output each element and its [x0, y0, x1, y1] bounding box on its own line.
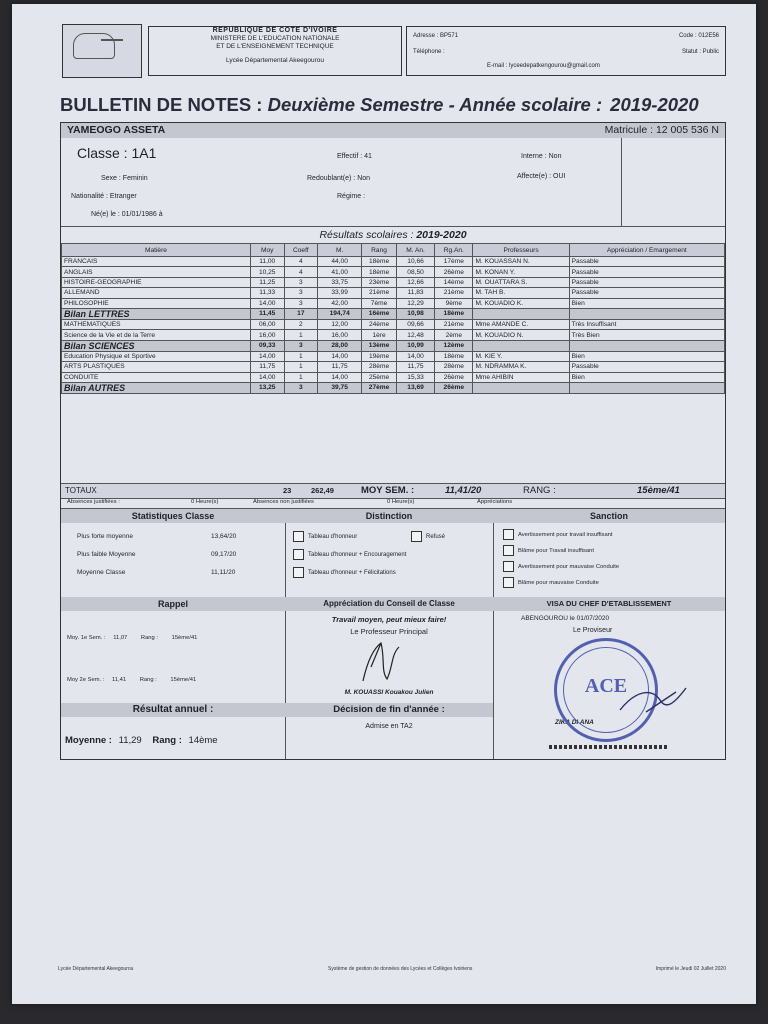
- grades-header-8: Appréciation / Emargement: [569, 244, 724, 257]
- visa-place-date: ABENGOUROU le 01/07/2020: [521, 615, 610, 622]
- grade-cell: Mme AMANDE C.: [473, 319, 569, 329]
- sanction-checkbox[interactable]: [503, 577, 514, 588]
- grade-cell: 21ème: [435, 288, 473, 298]
- grade-cell: 21ème: [362, 288, 397, 298]
- annuel-rang-label: Rang :: [152, 735, 182, 746]
- grade-cell: 06,00: [250, 319, 284, 329]
- sanction-item-label: Avertissement pour travail insuffisant: [518, 532, 613, 539]
- rappel-s2-label: Moy 2e Sem. :: [67, 677, 105, 683]
- grade-cell: Passable: [569, 362, 724, 372]
- totaux-label: TOTAUX: [65, 486, 97, 495]
- grades-table: [61, 243, 725, 394]
- grade-cell: 17ème: [435, 257, 473, 267]
- subject-name-cell: Bilan AUTRES: [62, 382, 251, 393]
- grade-cell: M. KIE Y.: [473, 351, 569, 361]
- grade-cell: 3: [284, 382, 318, 393]
- grade-cell: 10,99: [396, 340, 434, 351]
- barcode-strip: [549, 745, 669, 749]
- phone-text: Téléphone :: [413, 49, 445, 55]
- grade-cell: 44,00: [318, 257, 362, 267]
- rappel-title: Rappel: [61, 597, 285, 611]
- grade-cell: 19ème: [362, 351, 397, 361]
- results-title: [61, 226, 725, 244]
- visa-name: ZIKA DI ANA: [555, 719, 594, 726]
- subject-name-cell: FRANCAIS: [62, 257, 251, 267]
- rappel-s1: [67, 635, 197, 641]
- grade-cell: M. TAH B.: [473, 288, 569, 298]
- teacher-signature: [343, 637, 443, 685]
- rappel-s2-rang-label: Rang :: [139, 677, 157, 683]
- principal-signature: [616, 680, 696, 720]
- grade-cell: 4: [284, 267, 318, 277]
- grade-cell: 11,33: [250, 288, 284, 298]
- totaux-total: 262,49: [311, 486, 334, 495]
- grade-cell: 1: [284, 351, 318, 361]
- grade-cell: [569, 382, 724, 393]
- grade-cell: 14,00: [396, 351, 434, 361]
- grade-cell: 25ème: [362, 372, 397, 382]
- student-effectif: Effectif : 41: [337, 153, 372, 160]
- grade-cell: 11,00: [250, 257, 284, 267]
- annuel-box: [61, 703, 286, 759]
- stamp-center-text: ACE: [584, 675, 628, 697]
- sanction-item-label: Blâme pour mauvaise Conduite: [518, 580, 599, 587]
- grade-cell: 2ème: [435, 330, 473, 340]
- sanction-item-label: Blâme pour Travail insuffisant: [518, 548, 594, 555]
- republic-text: REPUBLIQUE DE COTE D'IVOIRE: [212, 27, 338, 34]
- rappel-s1-label: Moy. 1e Sem. :: [67, 635, 106, 641]
- checkbox-felicitations[interactable]: [293, 567, 304, 578]
- stats-value: 11,11/20: [211, 569, 236, 576]
- sanction-item-label: Avertissement pour mauvaise Conduite: [518, 564, 620, 571]
- grade-cell: 14,00: [250, 298, 284, 308]
- grade-cell: 39,75: [318, 382, 362, 393]
- subject-name-cell: Bilan LETTRES: [62, 308, 251, 319]
- grade-cell: Très Bien: [569, 330, 724, 340]
- rappel-s1-moy: 11,07: [113, 635, 128, 641]
- conseil-box: [285, 597, 494, 704]
- ministry-line-2: ET DE L'ENSEIGNEMENT TECHNIQUE: [216, 43, 334, 50]
- grade-cell: 9ème: [435, 298, 473, 308]
- decision-box: [285, 703, 494, 759]
- absences-justifiees-value: 0 Heure(s): [191, 499, 219, 505]
- grade-cell: Bien: [569, 351, 724, 361]
- grade-cell: 3: [284, 277, 318, 287]
- grade-cell: 18ème: [362, 257, 397, 267]
- grade-cell: [473, 340, 569, 351]
- grade-cell: 3: [284, 298, 318, 308]
- sanction-title: Sanction: [493, 509, 725, 523]
- subject-name-cell: MATHEMATIQUES: [62, 319, 251, 329]
- rappel-s1-rang-label: Rang :: [140, 635, 158, 641]
- subject-row: [62, 277, 725, 287]
- grade-cell: 12,48: [396, 330, 434, 340]
- email-text: E-mail : lyceedepatkengourou@gmail.com: [487, 63, 600, 69]
- sanction-item: [503, 545, 594, 556]
- footer-left: Lycée Départemental Akeegourou: [58, 966, 134, 972]
- grade-cell: 1: [284, 372, 318, 382]
- distinction-item-refuse: Refusé: [426, 534, 446, 541]
- subject-row: [62, 362, 725, 372]
- grade-cell: 14,00: [250, 372, 284, 382]
- grade-cell: 7ème: [362, 298, 397, 308]
- grade-cell: 1ère: [362, 330, 397, 340]
- rang-label: RANG :: [523, 485, 556, 496]
- grade-cell: Bien: [569, 298, 724, 308]
- annuel-moy: 11,29: [118, 735, 142, 746]
- sanction-item: [503, 577, 599, 588]
- checkbox-encouragement[interactable]: [293, 549, 304, 560]
- absences-non-justifiees-label: Absences non justifiées: [253, 499, 314, 505]
- grade-cell: 3: [284, 340, 318, 351]
- grade-cell: 33,99: [318, 288, 362, 298]
- contact-box: [406, 26, 726, 76]
- grade-cell: [473, 382, 569, 393]
- grades-header-0: Matière: [62, 244, 251, 257]
- grade-cell: Mme AHIBIN: [473, 372, 569, 382]
- school-name: Lycée Départemental Akeegourou: [225, 57, 325, 64]
- grade-cell: 13,69: [396, 382, 434, 393]
- grade-cell: 12ème: [435, 340, 473, 351]
- subject-row: [62, 372, 725, 382]
- title-main: BULLETIN DE NOTES :: [60, 94, 268, 115]
- grade-cell: 18ème: [435, 308, 473, 319]
- stats-box: [61, 509, 286, 598]
- subject-row: [62, 330, 725, 340]
- institution-box: [148, 26, 402, 76]
- rappel-s1-rang: 15ème/41: [171, 635, 198, 641]
- distinction-item-encouragement: Tableau d'honneur + Encouragement: [308, 552, 407, 559]
- annuel-title: Résultat annuel :: [61, 703, 285, 717]
- results-title-label: Résultats scolaires :: [319, 229, 417, 241]
- grade-cell: 11,25: [250, 277, 284, 287]
- visa-role: Le Proviseur: [573, 627, 613, 634]
- grade-cell: M. KOUADIO N.: [473, 330, 569, 340]
- grade-cell: [473, 308, 569, 319]
- grade-cell: 11,83: [396, 288, 434, 298]
- grades-header-4: Rang: [362, 244, 397, 257]
- grade-cell: 09,66: [396, 319, 434, 329]
- grade-cell: 16,00: [250, 330, 284, 340]
- grade-cell: 21ème: [435, 319, 473, 329]
- bilan-row: [62, 340, 725, 351]
- checkbox-refuse[interactable]: [411, 531, 422, 542]
- grade-cell: Passable: [569, 267, 724, 277]
- student-regime: Régime :: [337, 193, 366, 200]
- conseil-title: Appréciation du Conseil de Classe: [285, 597, 493, 611]
- decision-text: Admise en TA2: [365, 723, 413, 730]
- subject-name-cell: ARTS PLASTIQUES: [62, 362, 251, 372]
- grade-cell: 17: [284, 308, 318, 319]
- distinction-item-felicitations: Tableau d'honneur + Félicitations: [308, 570, 396, 577]
- title-sub: Deuxième Semestre - Année scolaire :: [267, 94, 603, 115]
- code-text: Code : 012E56: [678, 33, 719, 39]
- grade-cell: Bien: [569, 372, 724, 382]
- grade-cell: 24ème: [362, 319, 397, 329]
- conseil-teacher: M. KOUASSI Kouakou Julien: [344, 689, 434, 696]
- stats-label: Plus faible Moyenne: [77, 551, 136, 558]
- student-matricule: Matricule : 12 005 536 N: [604, 124, 719, 136]
- grade-cell: 28ème: [362, 362, 397, 372]
- grade-cell: 10,25: [250, 267, 284, 277]
- report-card-paper: [12, 4, 756, 1004]
- grade-cell: 26ème: [435, 372, 473, 382]
- annuel-rang: 14ème: [188, 735, 218, 746]
- grade-cell: 11,75: [396, 362, 434, 372]
- student-redoublant: Redoublant(e) : Non: [307, 175, 371, 182]
- grades-header-2: Coeff: [284, 244, 318, 257]
- grade-cell: 13ème: [362, 340, 397, 351]
- rappel-s2-moy: 11,41: [112, 677, 127, 683]
- subject-row: [62, 267, 725, 277]
- grades-header-3: M.: [318, 244, 362, 257]
- grade-cell: 2: [284, 319, 318, 329]
- footer-right: Imprimé le Jeudi 02 Juillet 2020: [655, 966, 726, 972]
- address-text: Adresse : BP571: [413, 33, 459, 39]
- annuel-moy-label: Moyenne :: [65, 735, 112, 746]
- decision-title: Décision de fin d'année :: [285, 703, 493, 717]
- grade-cell: 14,00: [318, 351, 362, 361]
- subject-name-cell: ANGLAIS: [62, 267, 251, 277]
- grade-cell: 11,75: [318, 362, 362, 372]
- statut-text: Statut : Public: [681, 49, 719, 55]
- student-affecte: Affecte(e) : OUI: [517, 173, 566, 180]
- school-logo: [62, 24, 142, 78]
- grade-cell: 11,75: [250, 362, 284, 372]
- stats-label: Moyenne Classe: [77, 569, 126, 576]
- bilan-row: [62, 382, 725, 393]
- distinction-box: [285, 509, 494, 598]
- grade-cell: 15,33: [396, 372, 434, 382]
- grade-cell: 27ème: [362, 382, 397, 393]
- grade-cell: Passable: [569, 257, 724, 267]
- subject-row: [62, 319, 725, 329]
- grade-cell: 11,45: [250, 308, 284, 319]
- grade-cell: 4: [284, 257, 318, 267]
- student-classe: Classe : 1A1: [77, 145, 157, 161]
- grade-cell: Très Insuffisant: [569, 319, 724, 329]
- grade-cell: M. KONAN Y.: [473, 267, 569, 277]
- moy-sem-value: 11,41/20: [445, 485, 482, 496]
- annuel-values: [65, 735, 218, 746]
- grade-cell: 16ème: [362, 308, 397, 319]
- checkbox-tableau-honneur[interactable]: [293, 531, 304, 542]
- subject-name-cell: ALLEMAND: [62, 288, 251, 298]
- grade-cell: Passable: [569, 288, 724, 298]
- grade-cell: 18ème: [362, 267, 397, 277]
- subject-row: [62, 257, 725, 267]
- subject-row: [62, 288, 725, 298]
- sanction-box: [493, 509, 725, 598]
- moy-sem-label: MOY SEM. :: [361, 485, 415, 496]
- conseil-role: Le Professeur Principal: [350, 627, 428, 636]
- student-name: YAMEOGO ASSETA: [67, 124, 166, 136]
- grade-cell: 23ème: [362, 277, 397, 287]
- sanction-checkbox[interactable]: [503, 529, 514, 540]
- stats-value: 09,17/20: [211, 551, 237, 558]
- grade-cell: 12,66: [396, 277, 434, 287]
- sanction-item: [503, 561, 619, 572]
- grade-cell: M. KOUASSAN N.: [473, 257, 569, 267]
- subject-name-cell: Education Physique et Sportive: [62, 351, 251, 361]
- grade-cell: 3: [284, 288, 318, 298]
- absences-row: [61, 497, 725, 509]
- sanction-checkbox[interactable]: [503, 545, 514, 556]
- grades-header-7: Professeurs: [473, 244, 569, 257]
- sanction-checkbox[interactable]: [503, 561, 514, 572]
- grade-cell: 194,74: [318, 308, 362, 319]
- grade-cell: 16,00: [318, 330, 362, 340]
- title-year: 2019-2020: [610, 94, 699, 115]
- grade-cell: 12,00: [318, 319, 362, 329]
- grade-cell: 12,29: [396, 298, 434, 308]
- student-nationalite: Nationalité : Etranger: [71, 193, 137, 200]
- subject-name-cell: HISTOIRE-GEOGRAPHIE: [62, 277, 251, 287]
- grade-cell: 14,00: [318, 372, 362, 382]
- sanction-item: [503, 529, 613, 540]
- results-year: 2019-2020: [416, 229, 467, 241]
- grade-cell: 28,00: [318, 340, 362, 351]
- appreciations-label: Appréciations: [477, 499, 513, 505]
- grade-cell: 14ème: [435, 277, 473, 287]
- grade-cell: 28ème: [435, 362, 473, 372]
- rappel-box: [61, 597, 286, 704]
- grades-header-1: Moy: [250, 244, 284, 257]
- stats-value: 13,64/20: [211, 533, 237, 540]
- visa-title: VISA DU CHEF D'ETABLISSEMENT: [493, 597, 725, 611]
- student-interne: Interne : Non: [521, 153, 562, 160]
- grades-header-row: [62, 244, 725, 257]
- grade-cell: 26ème: [435, 267, 473, 277]
- subject-row: [62, 351, 725, 361]
- grade-cell: 42,00: [318, 298, 362, 308]
- grades-header-5: M. An.: [396, 244, 434, 257]
- grade-cell: M. OUATTARA S.: [473, 277, 569, 287]
- grade-cell: [569, 308, 724, 319]
- subject-name-cell: Science de la Vie et de la Terre: [62, 330, 251, 340]
- grade-cell: Passable: [569, 277, 724, 287]
- absences-non-justifiees-value: 0 Heure(s): [387, 499, 415, 505]
- subject-name-cell: CONDUITE: [62, 372, 251, 382]
- grade-cell: 10,66: [396, 257, 434, 267]
- stats-title: Statistiques Classe: [61, 509, 285, 523]
- rappel-s2: [67, 677, 196, 683]
- stats-label: Plus forte moyenne: [77, 533, 134, 540]
- student-naissance: Né(e) le : 01/01/1986 à: [91, 211, 163, 218]
- distinction-item-tableau-honneur: Tableau d'honneur: [308, 534, 358, 541]
- student-sexe: Sexe : Feminin: [101, 175, 148, 182]
- grades-header-6: Rg.An.: [435, 244, 473, 257]
- grade-cell: M. KOUADIO K.: [473, 298, 569, 308]
- header: [56, 20, 728, 90]
- grade-cell: M. NDRAMMA K.: [473, 362, 569, 372]
- footer-center: Système de gestion de données des Lycées et Collèges Ivoiriens: [328, 966, 473, 972]
- absences-justifiees-label: Absences justifiées :: [67, 499, 120, 505]
- grade-cell: 09,33: [250, 340, 284, 351]
- totaux-coeff: 23: [283, 486, 292, 495]
- grade-cell: 10,98: [396, 308, 434, 319]
- grade-cell: 33,75: [318, 277, 362, 287]
- report-card: [56, 20, 728, 746]
- bilan-row: [62, 308, 725, 319]
- rang-value: 15ème/41: [637, 485, 680, 496]
- grade-cell: 08,50: [396, 267, 434, 277]
- ministry-line-1: MINISTERE DE L'EDUCATION NATIONALE: [210, 35, 340, 42]
- grade-cell: 14,00: [250, 351, 284, 361]
- subject-name-cell: Bilan SCIENCES: [62, 340, 251, 351]
- conseil-comment: Travail moyen, peut mieux faire!: [331, 615, 447, 624]
- subject-row: [62, 298, 725, 308]
- page-title: [60, 94, 699, 116]
- grade-cell: 1: [284, 362, 318, 372]
- grade-cell: [569, 340, 724, 351]
- grade-cell: 26ème: [435, 382, 473, 393]
- grade-cell: 41,00: [318, 267, 362, 277]
- distinction-title: Distinction: [285, 509, 493, 523]
- grade-cell: 18ème: [435, 351, 473, 361]
- grade-cell: 13,25: [250, 382, 284, 393]
- subject-name-cell: PHILOSOPHIE: [62, 298, 251, 308]
- grade-cell: 1: [284, 330, 318, 340]
- rappel-s2-rang: 15ème/41: [170, 677, 197, 683]
